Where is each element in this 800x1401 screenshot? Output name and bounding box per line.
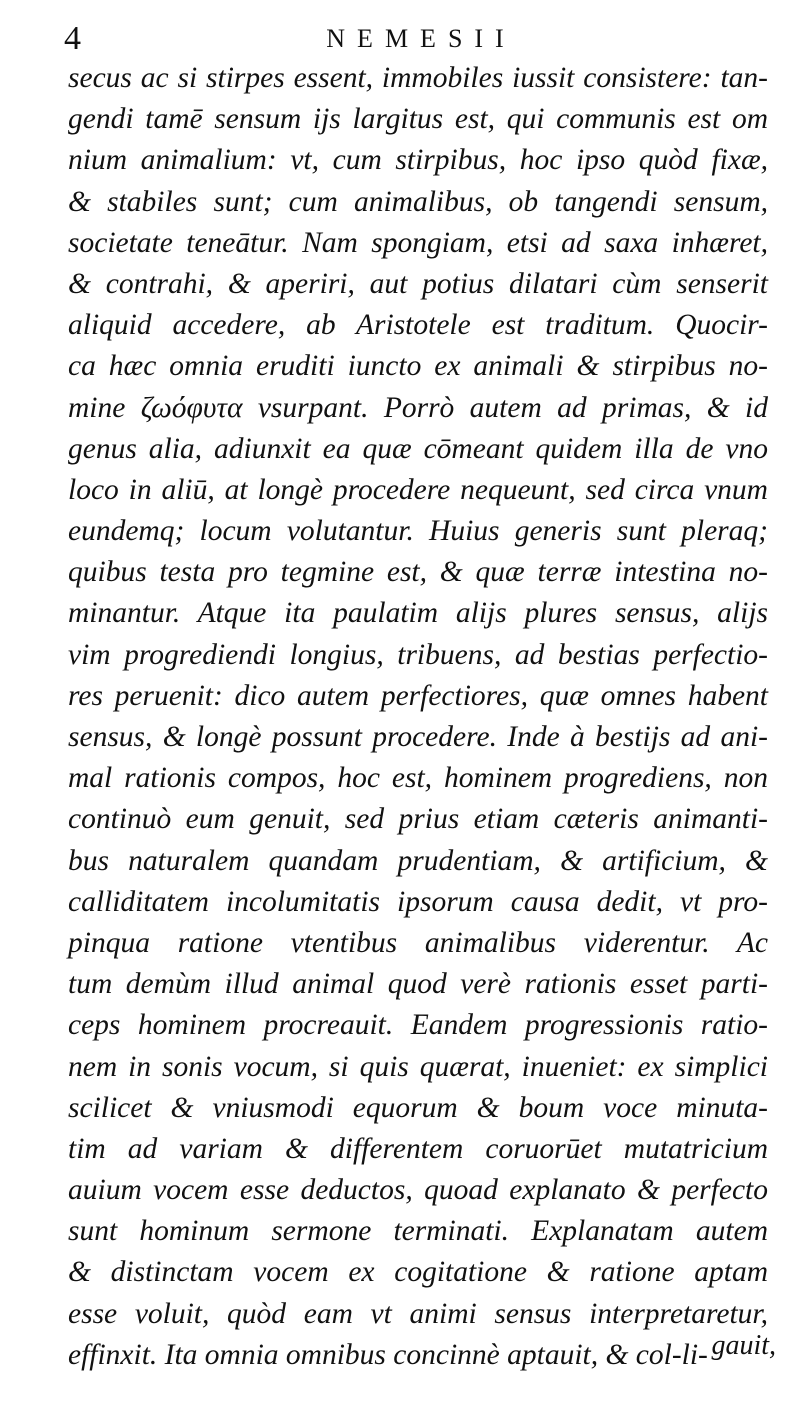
text-line: & contrahi, & aperiri, aut potius dilatari cùm senserit xyxy=(68,267,768,300)
text-line: gendi tamē sensum ijs largitus est, qui communis est om xyxy=(68,103,768,136)
text-line: tum demùm illud animal quod verè rationis esset parti- xyxy=(68,968,768,1001)
text-line: mal rationis compos, hoc est, hominem progrediens, non xyxy=(68,762,768,795)
running-head: NEMESII xyxy=(326,24,516,53)
page-number: 4 xyxy=(64,20,81,57)
text-line: continuò eum genuit, sed prius etiam cæteris animanti- xyxy=(68,803,768,836)
text-line: nium animalium: vt, cum stirpibus, hoc ipso quòd fixæ, xyxy=(68,144,768,177)
text-line: scilicet & vniusmodi equorum & boum voce minuta- xyxy=(68,1091,768,1124)
text-line: bus naturalem quandam prudentiam, & artificium, & xyxy=(68,844,768,877)
text-line: sunt hominum sermone terminati. Explanatam autem xyxy=(68,1215,768,1248)
text-line: genus alia, adiunxit ea quæ cōmeant quidem illa de vno xyxy=(68,432,768,465)
text-line: & distinctam vocem ex cogitatione & ratione aptam xyxy=(68,1256,768,1289)
text-line: vim progrediendi longius, tribuens, ad bestias perfectio- xyxy=(68,638,768,671)
text-line: secus ac si stirpes essent, immobiles iussit consistere: tan- xyxy=(68,62,768,94)
page-header xyxy=(60,14,760,64)
text-line: societate teneātur. Nam spongiam, etsi ad saxa inhæret, xyxy=(68,226,768,259)
text-line: tim ad variam & differentem coruorūet mutatricium xyxy=(68,1132,768,1165)
text-line: aliquid accedere, ab Aristotele est traditum. Quocir- xyxy=(68,309,768,342)
text-line: mine ζωόφυτα vsurpant. Porrò autem ad primas, & id xyxy=(68,391,768,424)
text-line: calliditatem incolumitatis ipsorum causa dedit, vt pro- xyxy=(68,885,768,918)
text-line: ceps hominem procreauit. Eandem progressionis ratio- xyxy=(68,1009,768,1042)
body-text xyxy=(68,58,768,1376)
text-line: auium vocem esse deductos, quoad explanato & perfecto xyxy=(68,1174,768,1207)
text-line: sensus, & longè possunt procedere. Inde à bestijs ad ani- xyxy=(68,721,768,753)
catchword: gauit, xyxy=(711,1330,776,1361)
text-line: esse voluit, quòd eam vt animi sensus interpretaretur, xyxy=(68,1297,768,1330)
text-line: & stabiles sunt; cum animalibus, ob tangendi sensum, xyxy=(68,185,768,218)
text-line: res peruenit: dico autem perfectiores, quæ omnes habent xyxy=(68,679,768,712)
text-line: effinxit. Ita omnia omnibus concinnè aptauit, & col-li- xyxy=(68,1338,708,1371)
text-line: nem in sonis vocum, si quis quærat, inueniet: ex simplici xyxy=(68,1050,768,1083)
text-line: quibus testa pro tegmine est, & quæ terræ intestina no- xyxy=(68,556,768,589)
text-line: loco in aliū, at longè procedere nequeunt, sed circa vnum xyxy=(68,473,768,506)
text-line: pinqua ratione vtentibus animalibus viderentur. Ac xyxy=(68,926,768,959)
text-line: ca hæc omnia eruditi iuncto ex animali & stirpibus no- xyxy=(68,350,768,383)
text-line: eundemq; locum volutantur. Huius generis sunt pleraq; xyxy=(68,515,768,548)
text-line: minantur. Atque ita paulatim alijs plures sensus, alijs xyxy=(68,597,768,630)
